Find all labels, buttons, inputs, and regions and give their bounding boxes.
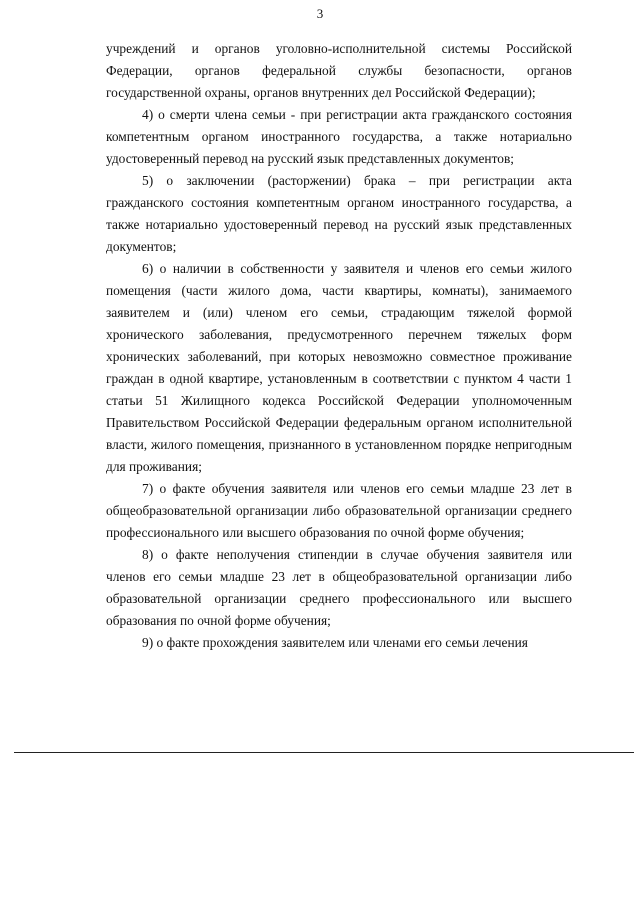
paragraph-continuation: учреждений и органов уголовно-исполнительной системы Российской Федерации, органов федеральной службы безопасности, органов государственной охраны, органов внутренних дел Российской Федерации); xyxy=(106,41,572,100)
footer-divider xyxy=(14,752,634,753)
list-item-7: 7) о факте обучения заявителя или членов его семьи младше 23 лет в общеобразовательной организации либо образовательной организации среднего профессионального или высшего образования по очной форме обучения; xyxy=(106,481,572,540)
list-item-5: 5) о заключении (расторжении) брака – при регистрации акта гражданского состояния компетентным органом иностранного государства, а также нотариально удостоверенный перевод на русский язык представленных документов; xyxy=(106,173,572,254)
list-item-6: 6) о наличии в собственности у заявителя и членов его семьи жилого помещения (части жилого дома, части квартиры, комнаты), занимаемого заявителем и (или) членом его семьи, страдающим тяжелой формой хронического заболевания, предусмотренного перечнем тяжелых форм хронических заболеваний, при которых невозможно совместное проживание граждан в одной квартире, установленным в соответствии с пунктом 4 части 1 статьи 51 Жилищного кодекса Российской Федерации уполномоченным Правительством Российской Федерации федеральным органом исполнительной власти, жилого помещения, признанного в установленном порядке непригодным для проживания; xyxy=(106,261,572,474)
page-number: 3 xyxy=(316,6,324,21)
list-item-9: 9) о факте прохождения заявителем или членами его семьи лечения xyxy=(142,635,528,650)
list-item-8: 8) о факте неполучения стипендии в случае обучения заявителя или членов его семьи младше 23 лет в общеобразовательной организации либо образовательной организации среднего профессионального или высшего образования по очной форме обучения; xyxy=(106,547,572,628)
body-text xyxy=(106,38,572,654)
list-item-4: 4) о смерти члена семьи - при регистрации акта гражданского состояния компетентным органом иностранного государства, а также нотариально удостоверенный перевод на русский язык представленных документов; xyxy=(106,107,572,166)
